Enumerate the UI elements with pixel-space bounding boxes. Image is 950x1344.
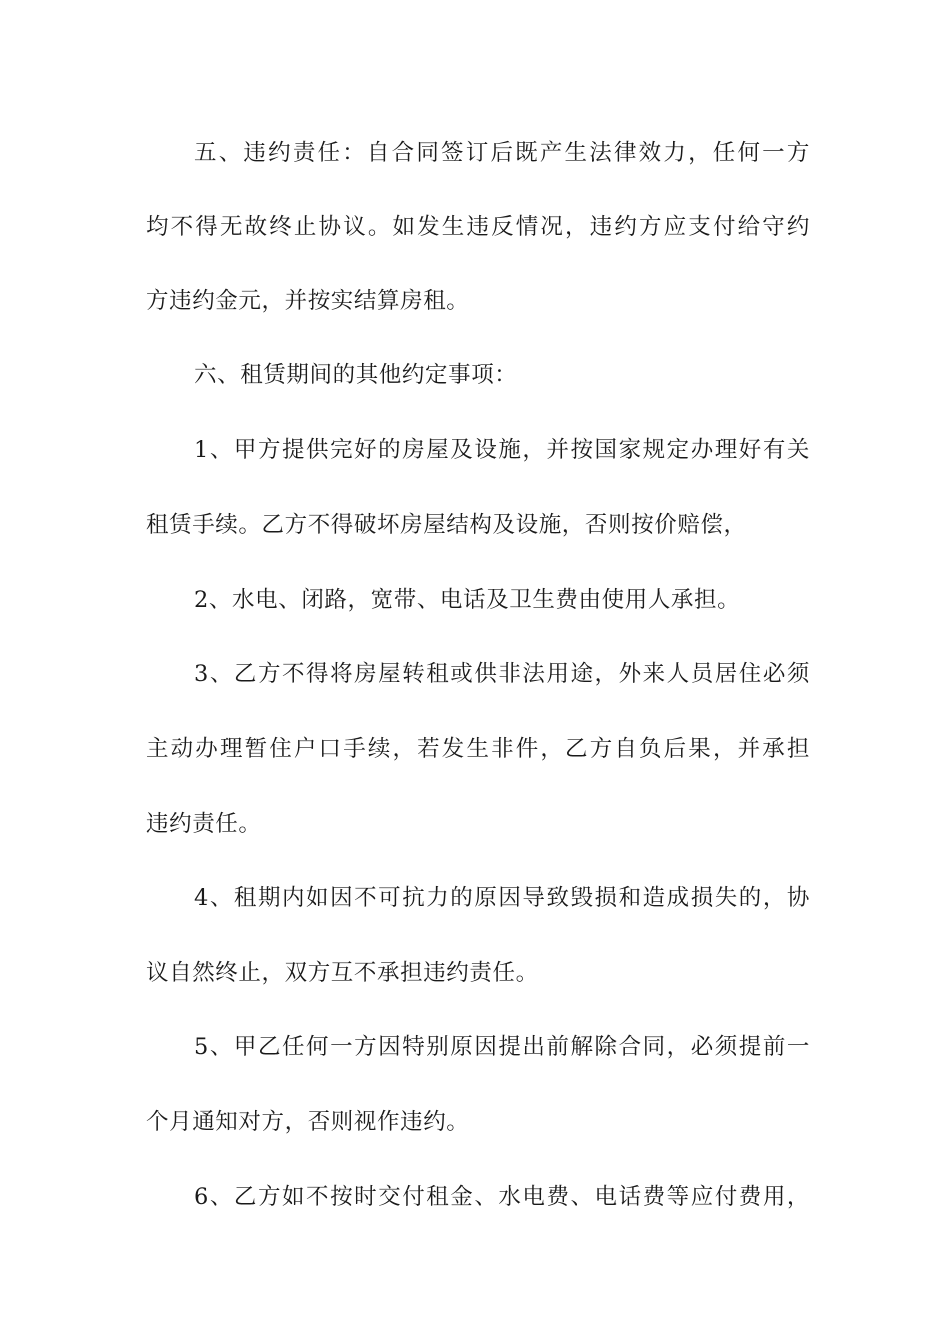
text-line: 3、乙方不得将房屋转租或供非法用途，外来人员居住必须 — [194, 661, 810, 687]
text-line: 个月通知对方，否则视作违约。 — [146, 1109, 470, 1135]
text-line: 六、租赁期间的其他约定事项： — [194, 362, 518, 388]
text-line: 均不得无故终止协议。如发生违反情况，违约方应支付给守约 — [146, 214, 810, 240]
text-line: 违约责任。 — [146, 811, 262, 837]
text-line: 主动办理暂住户口手续，若发生非件，乙方自负后果，并承担 — [146, 736, 810, 762]
text-line: 五、违约责任：自合同签订后既产生法律效力，任何一方 — [194, 140, 810, 166]
text-line: 1、甲方提供完好的房屋及设施，并按国家规定办理好有关 — [194, 437, 810, 463]
text-line: 议自然终止，双方互不承担违约责任。 — [146, 960, 539, 986]
text-line: 6、乙方如不按时交付租金、水电费、电话费等应付费用， — [194, 1184, 810, 1210]
text-line: 租赁手续。乙方不得破坏房屋结构及设施，否则按价赔偿， — [146, 512, 747, 538]
text-line: 2、水电、闭路，宽带、电话及卫生费由使用人承担。 — [194, 587, 741, 613]
text-line: 方违约金元，并按实结算房租。 — [146, 288, 470, 314]
text-line: 4、租期内如因不可抗力的原因导致毁损和造成损失的，协 — [194, 885, 810, 911]
text-line: 5、甲乙任何一方因特别原因提出前解除合同，必须提前一 — [194, 1034, 810, 1060]
